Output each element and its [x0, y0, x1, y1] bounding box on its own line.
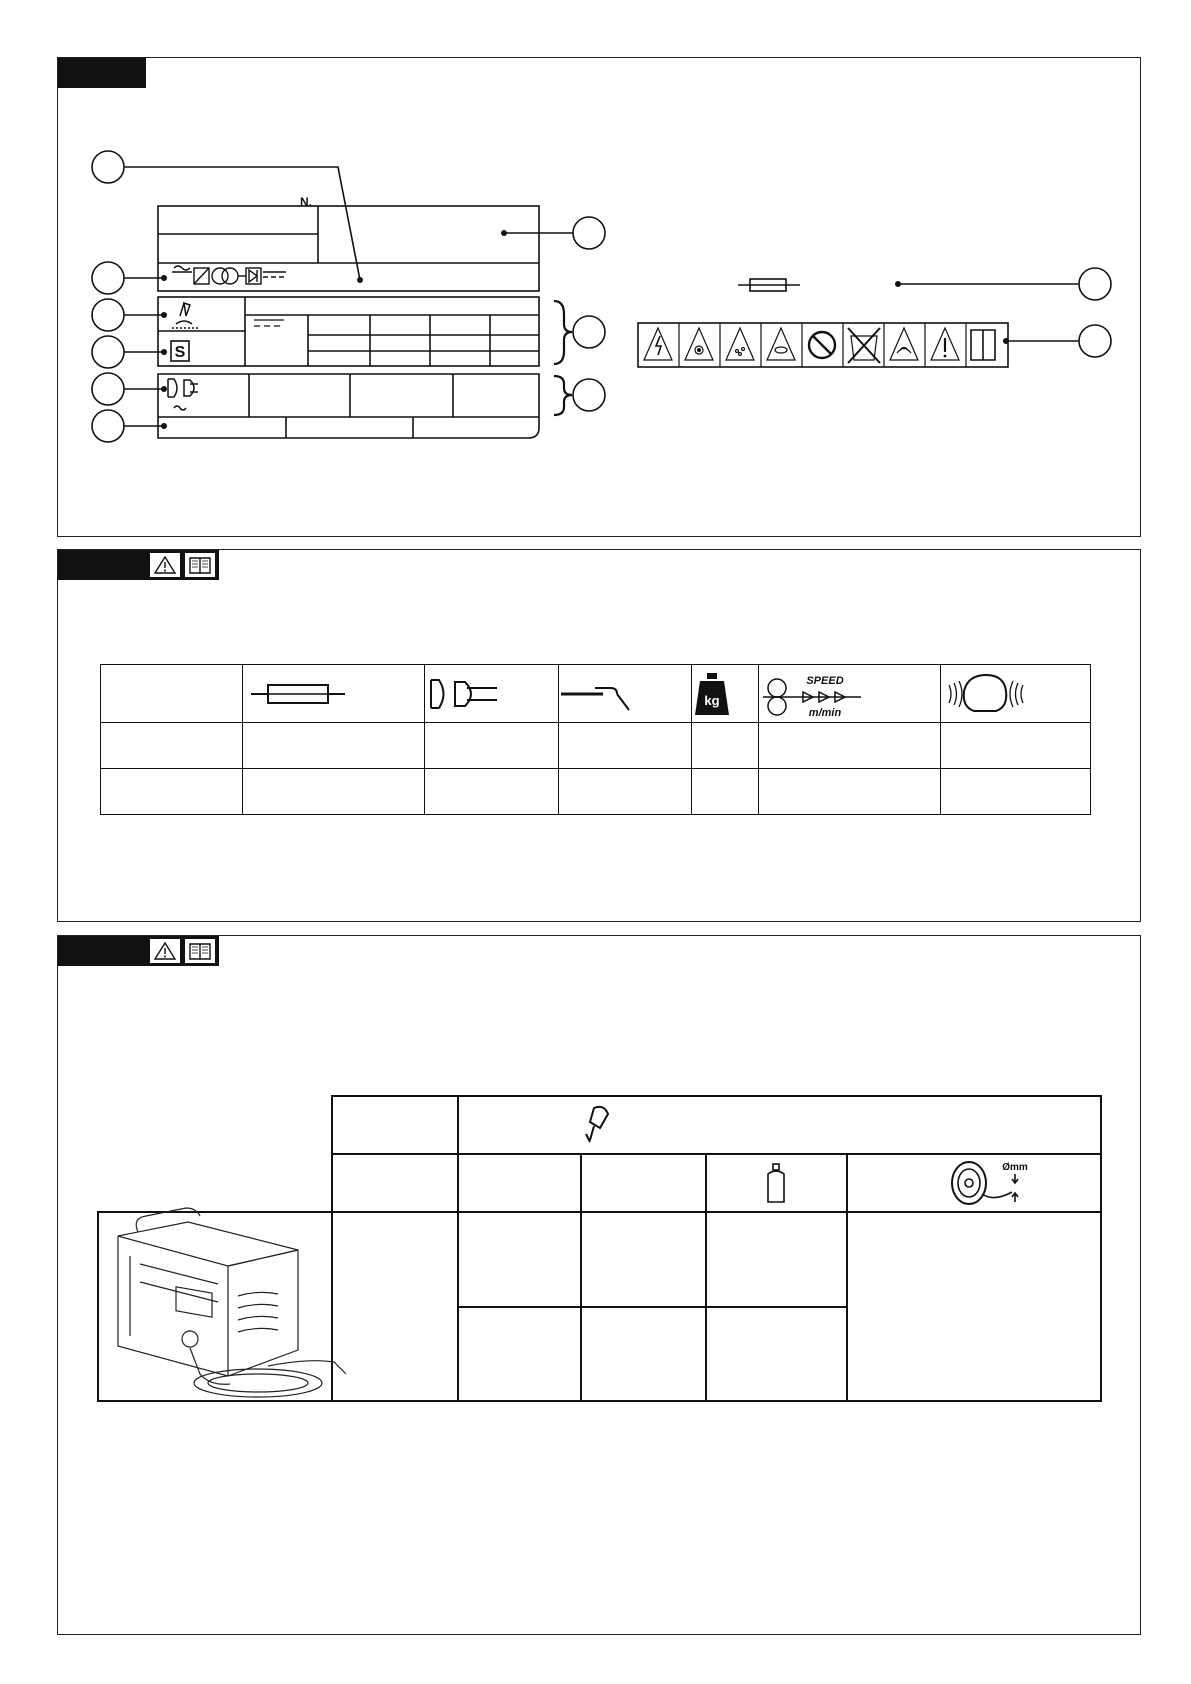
warning-icon	[150, 553, 180, 577]
callout-7	[573, 217, 605, 249]
section-tab	[58, 550, 146, 580]
power-plug-icon	[168, 379, 198, 410]
table-row	[101, 723, 1091, 769]
fuse-icon	[243, 679, 353, 709]
callout-1	[92, 151, 124, 183]
callout-11	[1079, 325, 1111, 357]
header-weight-cell	[691, 665, 758, 723]
panel-technical-data	[57, 549, 1141, 922]
table-row	[101, 769, 1091, 815]
header-speed-cell	[759, 665, 941, 723]
svg-text:kg: kg	[704, 692, 720, 708]
plate-input-block	[158, 374, 539, 438]
mig-torch-icon	[586, 1107, 608, 1142]
tab-icons	[146, 550, 219, 580]
callout-10	[1079, 268, 1111, 300]
svg-text:m/min: m/min	[808, 706, 842, 719]
panel-rating-plate	[57, 57, 1141, 537]
svg-text:S: S	[174, 344, 186, 361]
welding-machine-illustration	[118, 1208, 346, 1397]
panel-wire-usage	[57, 935, 1141, 1635]
callout-4	[92, 336, 124, 368]
noise-icon	[941, 671, 1031, 717]
weight-icon	[692, 671, 732, 717]
wire-usage-table	[58, 936, 1142, 1636]
svg-text:Ømm: Ømm	[1002, 1162, 1028, 1173]
header-noise-cell	[941, 665, 1091, 723]
svg-text:SPEED: SPEED	[806, 674, 844, 687]
callout-9	[573, 379, 605, 411]
callout-8	[573, 316, 605, 348]
header-empty-cell	[101, 665, 243, 723]
torch-cable-icon	[559, 674, 639, 714]
header-fuse-cell	[243, 665, 425, 723]
manual-icon	[185, 553, 215, 577]
callout-6	[92, 410, 124, 442]
converter-symbols-icon	[172, 266, 286, 284]
power-plug-icon	[425, 674, 505, 714]
callout-2	[92, 262, 124, 294]
rating-plate-diagram	[58, 58, 1142, 538]
callout-5	[92, 373, 124, 405]
header-plug-cell	[425, 665, 558, 723]
gas-bottle-icon	[768, 1164, 784, 1202]
technical-data-table	[100, 664, 1091, 815]
header-torch-cell	[558, 665, 691, 723]
serial-number-label: N.	[300, 195, 312, 209]
welding-torch-icon	[172, 303, 198, 328]
warning-icon-strip	[638, 323, 1008, 367]
wire-speed-icon	[759, 668, 869, 720]
callout-3	[92, 299, 124, 331]
